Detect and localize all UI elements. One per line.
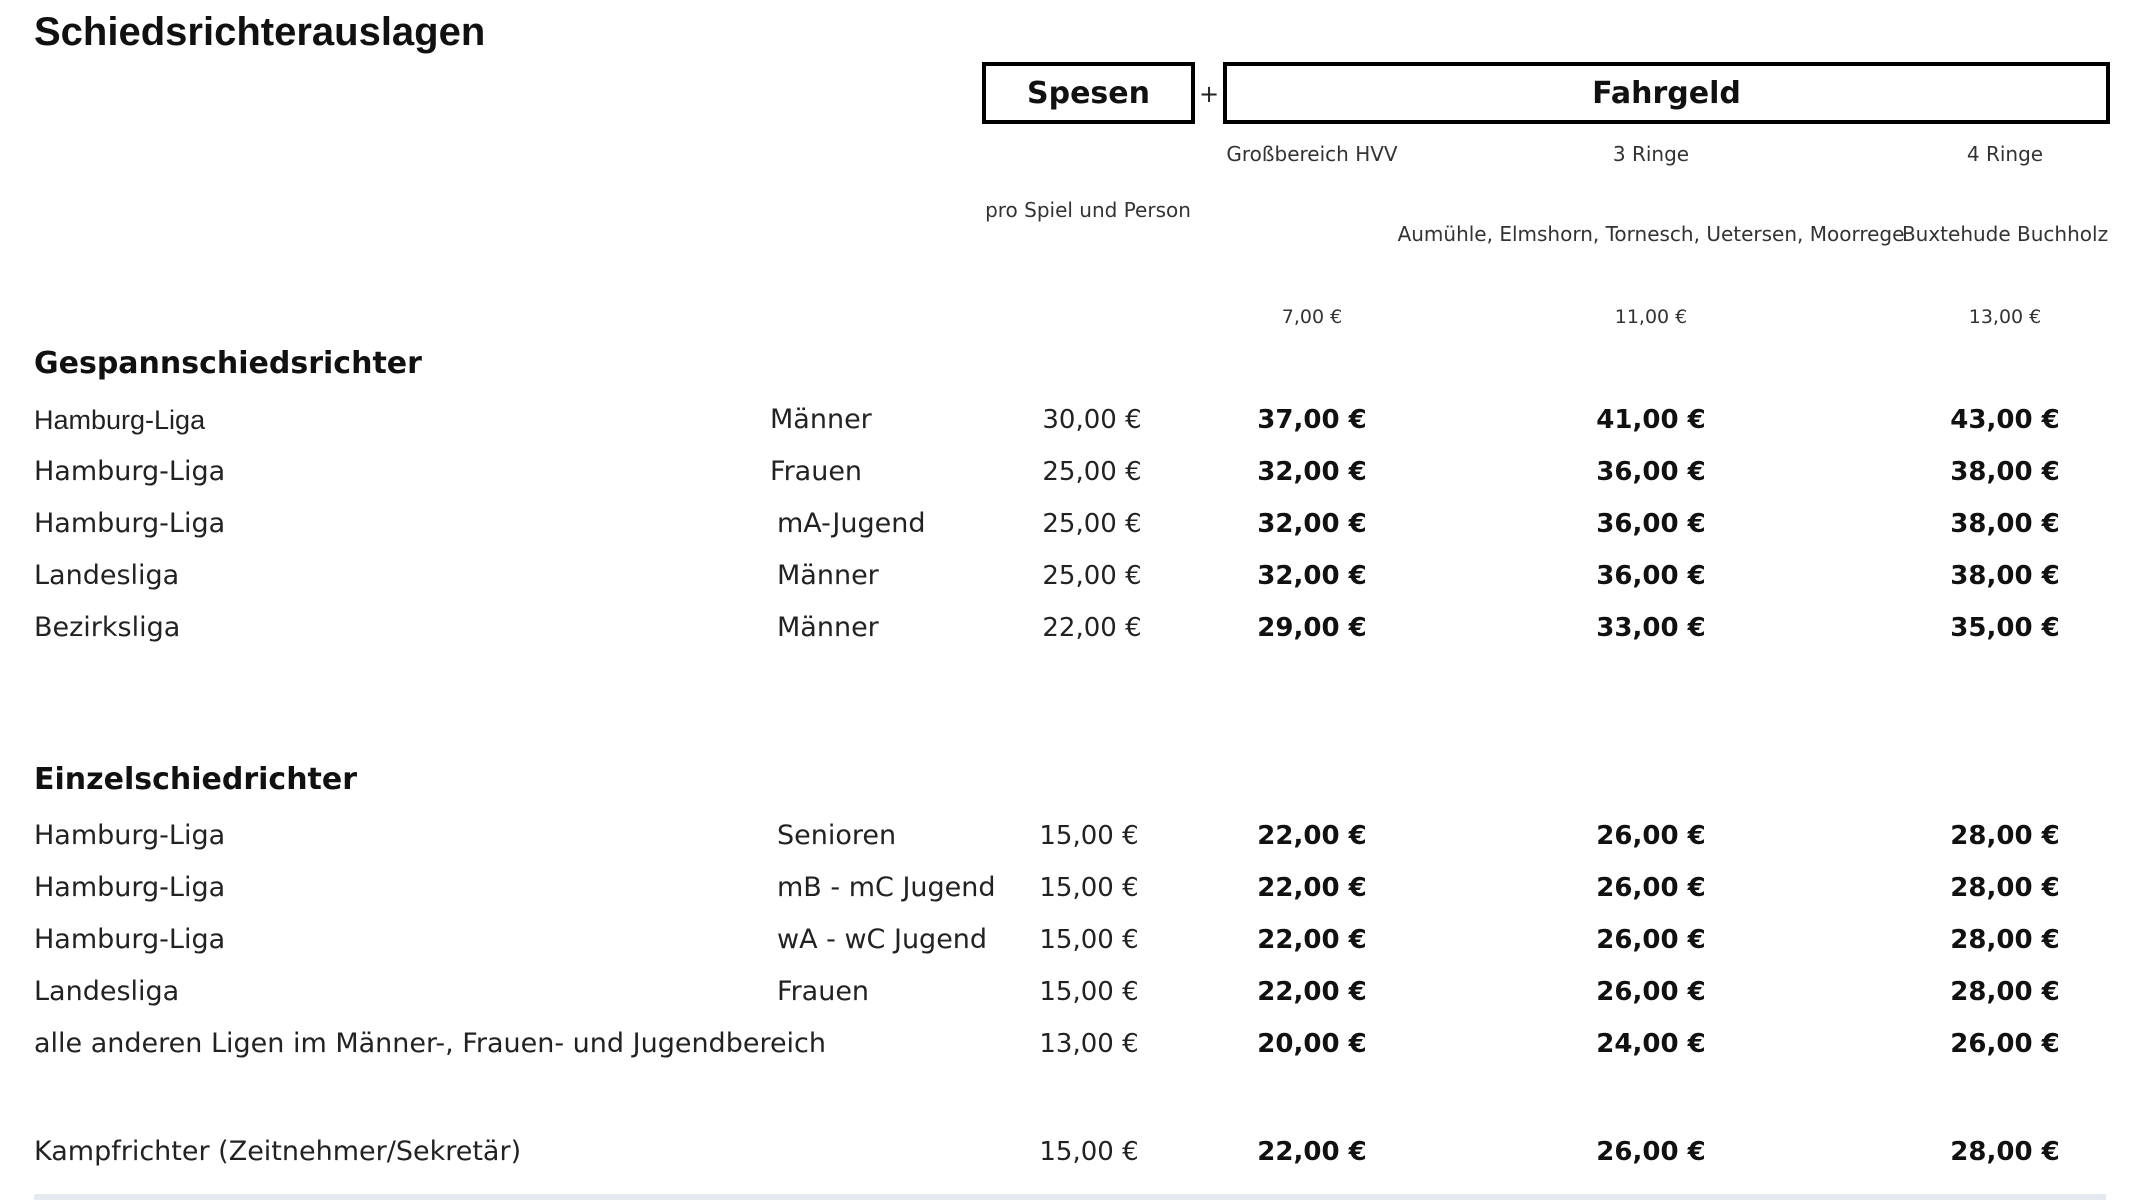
category: wA - wC Jugend <box>777 924 988 955</box>
spesen-value: 15,00 € <box>1039 821 1139 851</box>
league-name: Hamburg-Liga <box>34 820 226 851</box>
spesen-value: 15,00 € <box>1039 977 1139 1007</box>
total-4-ringe: 28,00 € <box>1950 977 2060 1007</box>
total-hvv: 22,00 € <box>1257 873 1367 903</box>
total-3-ringe: 36,00 € <box>1596 561 1706 591</box>
page-title: Schiedsrichterauslagen <box>34 10 486 54</box>
category: Männer <box>777 560 879 591</box>
league-name: alle anderen Ligen im Männer-, Frauen- und Jugendbereich <box>34 1028 827 1059</box>
total-3-ringe: 36,00 € <box>1596 509 1706 539</box>
table-row <box>0 394 2138 446</box>
league-name: Hamburg-Liga <box>34 456 226 487</box>
table-row <box>0 810 2138 862</box>
table-row <box>0 446 2138 498</box>
total-hvv: 32,00 € <box>1257 561 1367 591</box>
spesen-value: 25,00 € <box>1042 457 1142 487</box>
league-name: Landesliga <box>34 976 180 1007</box>
total-4-ringe: 28,00 € <box>1950 1137 2060 1167</box>
total-4-ringe: 26,00 € <box>1950 1029 2060 1059</box>
total-4-ringe: 28,00 € <box>1950 925 2060 955</box>
spesen-value: 13,00 € <box>1039 1029 1139 1059</box>
total-hvv: 20,00 € <box>1257 1029 1367 1059</box>
total-hvv: 22,00 € <box>1257 925 1367 955</box>
zone-rate-hvv: 7,00 € <box>1281 306 1343 328</box>
spesen-subtitle: pro Spiel und Person <box>985 198 1191 222</box>
category: Senioren <box>777 820 897 851</box>
league-name: Bezirksliga <box>34 612 181 643</box>
total-4-ringe: 38,00 € <box>1950 509 2060 539</box>
total-4-ringe: 38,00 € <box>1950 457 2060 487</box>
total-3-ringe: 26,00 € <box>1596 873 1706 903</box>
total-3-ringe: 24,00 € <box>1596 1029 1706 1059</box>
category: Frauen <box>770 456 863 487</box>
zone-places-3-ringe: Aumühle, Elmshorn, Tornesch, Uetersen, Moorrege <box>1397 222 1905 246</box>
total-4-ringe: 28,00 € <box>1950 821 2060 851</box>
total-hvv: 22,00 € <box>1257 821 1367 851</box>
total-3-ringe: 26,00 € <box>1596 977 1706 1007</box>
total-hvv: 22,00 € <box>1257 1137 1367 1167</box>
table-row-kampfrichter <box>0 1126 2138 1178</box>
spesen-value: 30,00 € <box>1042 405 1142 435</box>
table-row <box>0 966 2138 1018</box>
category: Männer <box>770 404 872 435</box>
total-3-ringe: 41,00 € <box>1596 405 1706 435</box>
total-4-ringe: 38,00 € <box>1950 561 2060 591</box>
zone-places-4-ringe: Buxtehude Buchholz <box>1901 222 2109 246</box>
spesen-header-box <box>982 62 1195 124</box>
bottom-divider <box>34 1194 2106 1200</box>
spesen-value: 25,00 € <box>1042 509 1142 539</box>
league-name: Hamburg-Liga <box>34 872 226 903</box>
league-name: Hamburg-Liga <box>34 508 226 539</box>
zone-rate-4-ringe: 13,00 € <box>1968 306 2042 328</box>
spesen-value: 15,00 € <box>1039 925 1139 955</box>
total-hvv: 32,00 € <box>1257 509 1367 539</box>
table-row <box>0 602 2138 654</box>
category: Frauen <box>777 976 870 1007</box>
total-3-ringe: 33,00 € <box>1596 613 1706 643</box>
section-title-einzel: Einzelschiedrichter <box>34 762 358 797</box>
zone-name-hvv: Großbereich HVV <box>1226 142 1398 166</box>
total-3-ringe: 36,00 € <box>1596 457 1706 487</box>
table-row <box>0 498 2138 550</box>
league-name: Landesliga <box>34 560 180 591</box>
total-3-ringe: 26,00 € <box>1596 1137 1706 1167</box>
total-hvv: 32,00 € <box>1257 457 1367 487</box>
table-row <box>0 1018 2138 1070</box>
league-name: Hamburg-Liga <box>34 405 206 435</box>
spesen-value: 15,00 € <box>1039 873 1139 903</box>
section-title-gespann: Gespannschiedsrichter <box>34 346 422 381</box>
fahrgeld-label: Fahrgeld <box>1592 75 1741 111</box>
league-name: Hamburg-Liga <box>34 924 226 955</box>
spesen-value: 25,00 € <box>1042 561 1142 591</box>
category: Männer <box>777 612 879 643</box>
fahrgeld-header-box <box>1223 62 2110 124</box>
total-hvv: 37,00 € <box>1257 405 1367 435</box>
total-3-ringe: 26,00 € <box>1596 925 1706 955</box>
table-row <box>0 862 2138 914</box>
total-hvv: 22,00 € <box>1257 977 1367 1007</box>
table-row <box>0 914 2138 966</box>
total-4-ringe: 28,00 € <box>1950 873 2060 903</box>
zone-name-3-ringe: 3 Ringe <box>1612 142 1690 166</box>
spesen-value: 22,00 € <box>1042 613 1142 643</box>
league-name: Kampfrichter (Zeitnehmer/Sekretär) <box>34 1136 522 1167</box>
zone-name-4-ringe: 4 Ringe <box>1966 142 2044 166</box>
spesen-value: 15,00 € <box>1039 1137 1139 1167</box>
total-3-ringe: 26,00 € <box>1596 821 1706 851</box>
plus-sign: + <box>1199 80 1220 108</box>
total-4-ringe: 43,00 € <box>1950 405 2060 435</box>
table-row <box>0 550 2138 602</box>
spesen-label: Spesen <box>1027 75 1150 111</box>
total-4-ringe: 35,00 € <box>1950 613 2060 643</box>
category: mA-Jugend <box>777 508 926 539</box>
zone-rate-3-ringe: 11,00 € <box>1614 306 1688 328</box>
total-hvv: 29,00 € <box>1257 613 1367 643</box>
category: mB - mC Jugend <box>777 872 996 903</box>
